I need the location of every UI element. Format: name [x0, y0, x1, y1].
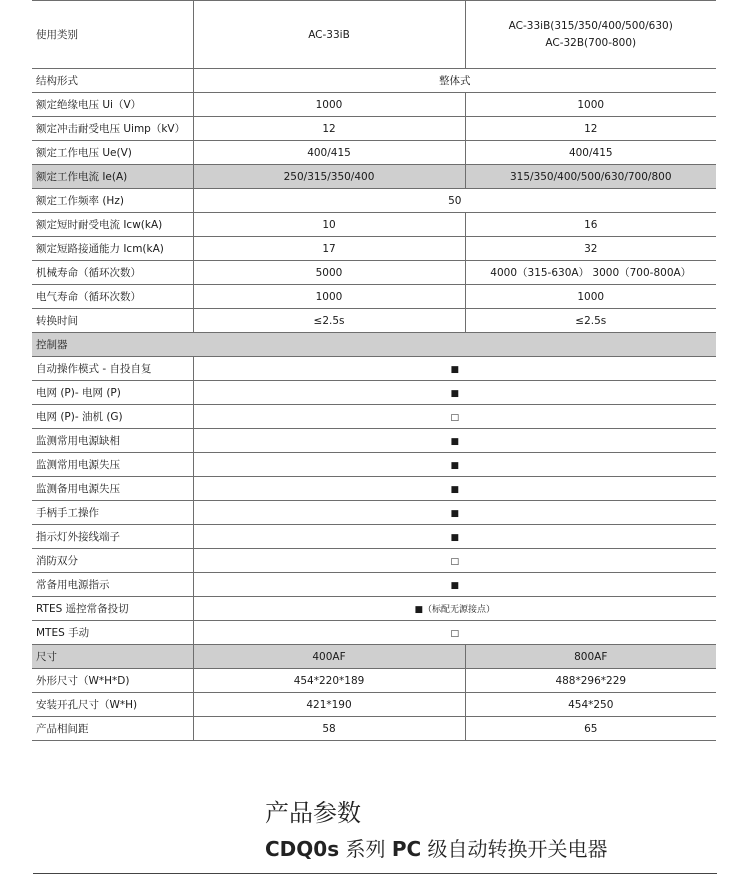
controller-row: [32, 597, 716, 621]
row-value-a: 250/315/350/400: [193, 165, 465, 189]
row-value-b: 12: [465, 117, 716, 141]
product-subtitle: [265, 833, 608, 862]
row-value-a: 1000: [193, 285, 465, 309]
feature-mark-symbol: ■: [450, 460, 459, 471]
row-label: 额定绝缘电压 Ui（V）: [32, 93, 193, 117]
row-value-b: 400/415: [465, 141, 716, 165]
feature-mark-symbol: □: [450, 556, 459, 567]
row-label: 外形尺寸（W*H*D): [32, 669, 193, 693]
feature-mark-symbol: ■: [450, 532, 459, 543]
controller-row: [32, 405, 716, 429]
size-section-header: [32, 645, 716, 669]
size-frame-a: 400AF: [193, 645, 465, 669]
feature-mark: [193, 573, 716, 597]
feature-mark-symbol: □: [450, 628, 459, 639]
table-row: [32, 309, 716, 333]
row-value-b: 454*250: [465, 693, 716, 717]
table-row: [32, 69, 716, 93]
feature-label: 消防双分: [32, 549, 193, 573]
header-model-b: [465, 1, 716, 69]
feature-mark: [193, 621, 716, 645]
row-value-b: ≤2.5s: [465, 309, 716, 333]
row-label: 产品相间距: [32, 717, 193, 741]
section-label: 控制器: [32, 333, 716, 357]
row-label: 额定冲击耐受电压 Uimp（kV）: [32, 117, 193, 141]
feature-mark: [193, 525, 716, 549]
row-value-b: 4000（315-630A） 3000（700-800A）: [465, 261, 716, 285]
row-label: 额定短时耐受电流 Icw(kA): [32, 213, 193, 237]
feature-label: 电网 (P)- 电网 (P): [32, 381, 193, 405]
row-value-a: 5000: [193, 261, 465, 285]
feature-label: 电网 (P)- 油机 (G): [32, 405, 193, 429]
feature-mark: [193, 501, 716, 525]
row-value-a: 421*190: [193, 693, 465, 717]
controller-section-header: [32, 333, 716, 357]
feature-label: 监测备用电源失压: [32, 477, 193, 501]
row-label: 安装开孔尺寸（W*H): [32, 693, 193, 717]
table-row: [32, 93, 716, 117]
controller-row: [32, 477, 716, 501]
controller-row: [32, 357, 716, 381]
row-label: 额定工作电压 Ue(V): [32, 141, 193, 165]
header-model-b-line1: AC-33iB(315/350/400/500/630): [508, 19, 673, 32]
feature-mark: [193, 405, 716, 429]
controller-row: [32, 573, 716, 597]
subtitle-text-product: 级自动转换开关电器: [421, 837, 608, 861]
controller-row: [32, 525, 716, 549]
row-merged-value: 50: [193, 189, 716, 213]
controller-row: [32, 621, 716, 645]
row-value-b: 315/350/400/500/630/700/800: [465, 165, 716, 189]
feature-label: 手柄手工操作: [32, 501, 193, 525]
section-label: 尺寸: [32, 645, 193, 669]
row-value-b: 1000: [465, 93, 716, 117]
row-label: 转换时间: [32, 309, 193, 333]
feature-mark-symbol: ■: [450, 364, 459, 375]
feature-mark-symbol: ■: [450, 436, 459, 447]
size-row: [32, 717, 716, 741]
row-label: 结构形式: [32, 69, 193, 93]
row-label: 电气寿命（循环次数）: [32, 285, 193, 309]
table-row: [32, 261, 716, 285]
feature-mark-symbol: ■: [450, 580, 459, 591]
feature-mark-symbol: ■: [450, 388, 459, 399]
row-label: 额定短路接通能力 Icm(kA): [32, 237, 193, 261]
feature-mark: [193, 453, 716, 477]
table-row: [32, 213, 716, 237]
feature-mark-symbol: □: [450, 412, 459, 423]
feature-label: MTES 手动: [32, 621, 193, 645]
row-value-b: 488*296*229: [465, 669, 716, 693]
feature-mark-symbol: ■: [450, 484, 459, 495]
table-row: [32, 285, 716, 309]
feature-label: 监测常用电源失压: [32, 453, 193, 477]
footer-divider: [33, 873, 717, 874]
row-merged-value: 整体式: [193, 69, 716, 93]
table-row: [32, 141, 716, 165]
row-label: 额定工作电流 Ie(A): [32, 165, 193, 189]
size-frame-b: 800AF: [465, 645, 716, 669]
controller-row: [32, 429, 716, 453]
table-row-shaded: [32, 165, 716, 189]
feature-mark: [193, 549, 716, 573]
row-value-b: 16: [465, 213, 716, 237]
table-header-row: [32, 1, 716, 69]
feature-mark-symbol: ■: [450, 508, 459, 519]
size-row: [32, 693, 716, 717]
feature-mark: [193, 429, 716, 453]
controller-row: [32, 453, 716, 477]
row-value-a: 454*220*189: [193, 669, 465, 693]
row-value-a: ≤2.5s: [193, 309, 465, 333]
feature-mark: [193, 357, 716, 381]
feature-mark: [193, 381, 716, 405]
feature-mark-symbol: ■（标配无源接点）: [414, 605, 495, 615]
size-row: [32, 669, 716, 693]
row-value-a: 17: [193, 237, 465, 261]
feature-mark: [193, 597, 716, 621]
table-row: [32, 237, 716, 261]
row-value-a: 10: [193, 213, 465, 237]
header-model-b-line2: AC-32B(700-800): [545, 36, 637, 49]
controller-row: [32, 549, 716, 573]
row-value-a: 400/415: [193, 141, 465, 165]
row-value-b: 32: [465, 237, 716, 261]
series-code: CDQ0s: [265, 837, 340, 861]
feature-label: RTES 遥控常备投切: [32, 597, 193, 621]
header-model-a: AC-33iB: [193, 1, 465, 69]
row-value-b: 1000: [465, 285, 716, 309]
controller-row: [32, 501, 716, 525]
feature-label: 监测常用电源缺相: [32, 429, 193, 453]
feature-label: 指示灯外接线端子: [32, 525, 193, 549]
row-label: 机械寿命（循环次数）: [32, 261, 193, 285]
subtitle-text-series: 系列: [339, 837, 392, 861]
feature-label: 自动操作模式 - 自投自复: [32, 357, 193, 381]
row-value-a: 12: [193, 117, 465, 141]
spec-table: [32, 0, 716, 741]
pc-class-code: PC: [391, 837, 422, 861]
row-value-a: 58: [193, 717, 465, 741]
table-row: [32, 189, 716, 213]
table-row: [32, 117, 716, 141]
section-title: 产品参数: [265, 799, 361, 827]
row-value-b: 65: [465, 717, 716, 741]
controller-row: [32, 381, 716, 405]
feature-label: 常备用电源指示: [32, 573, 193, 597]
row-value-a: 1000: [193, 93, 465, 117]
feature-mark: [193, 477, 716, 501]
header-label: 使用类别: [32, 1, 193, 69]
row-label: 额定工作频率 (Hz): [32, 189, 193, 213]
